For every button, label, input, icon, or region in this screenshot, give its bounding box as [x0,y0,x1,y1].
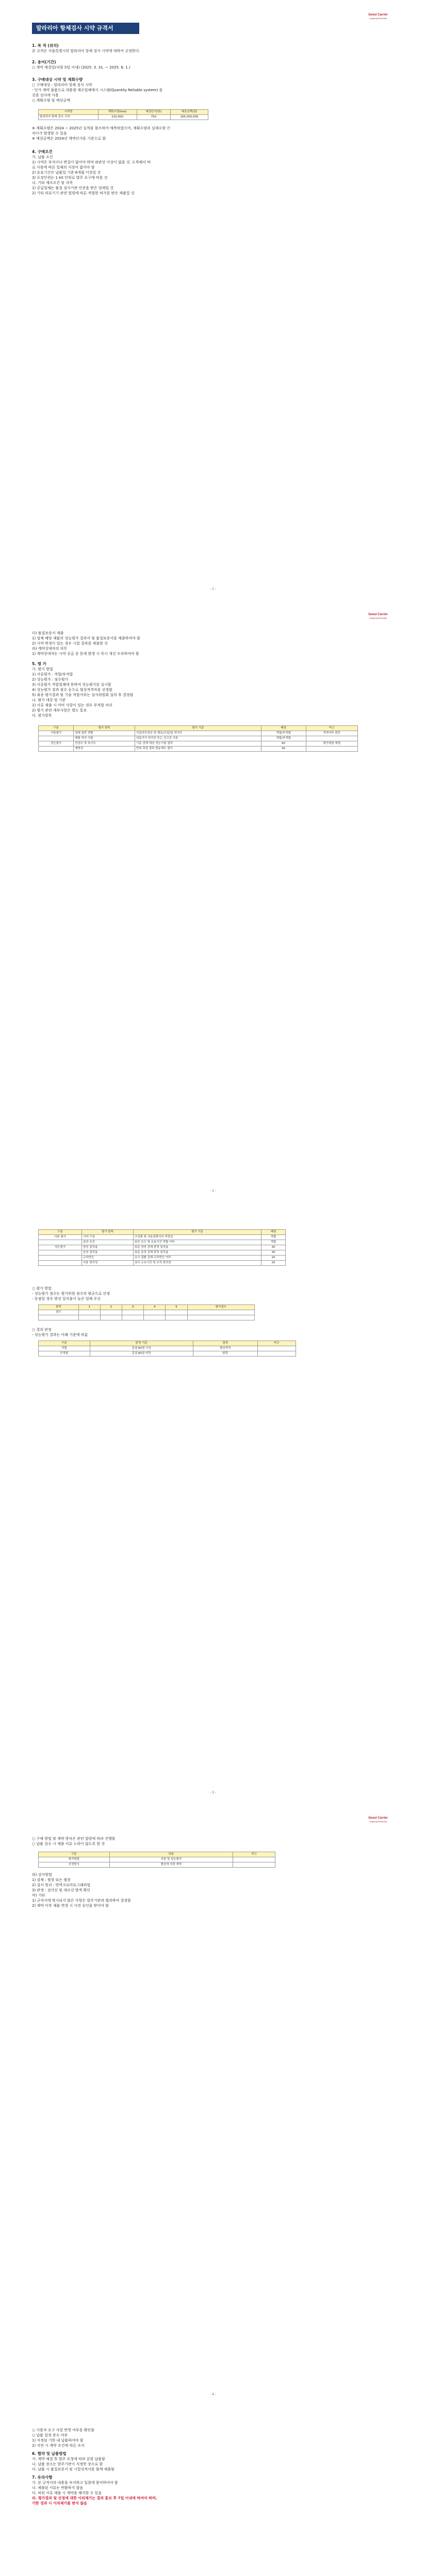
table-cell: 성능평가 [39,1245,82,1250]
table-row [39,1346,296,1351]
table-cell: 보관 온도 및 유효기간 적합 여부 [133,1240,261,1245]
table-cell: 말라리아 항체 검사 시약 [39,115,99,120]
table-cell [39,1240,82,1245]
section-text: 라) 검사방법 [32,1873,52,1877]
table-cell: 평가방법 [39,1857,110,1862]
table-cell: 시약 구성 [81,1235,133,1240]
table-cell [39,1261,82,1266]
table-header: 구분 [39,1230,82,1235]
table-cell [39,1250,82,1256]
table-cell: 민감도 및 특이도 [74,741,135,747]
section-text: 1) 업체 해당 제품의 성능평가 결과서 및 품질보증서를 제출하여야 함 [32,636,140,640]
section-heading: 7. 유의사항 [32,2475,53,2480]
table-cell [39,736,74,741]
table-cell: 기준 검체 대상 성능시험 결과 [135,741,261,747]
table-cell [257,1351,296,1357]
table-header: 평가점수 [187,1305,254,1310]
table-row [39,1256,286,1261]
section-text: 1) 지정된 기한 내 납품하여야 함 [32,2438,84,2443]
section-text: 2) 검사 원리 : 면역크로마토그래피법 [32,1883,91,1887]
section-heading: 5. 평 가 [32,662,46,666]
table-header: 비고 [233,1852,275,1857]
section-text: 다. 평가항목 [32,714,52,718]
table-cell: 업체 일반 현황 [74,731,135,736]
table-cell: 적합 [261,1240,286,1245]
section-text: 나. 납품 장소는 발주기관이 지정한 장소로 함 [32,2462,103,2466]
section-text: 4) 성능평가 결과 점수 순으로 협상적격자를 선정함 [32,688,112,692]
section-text: 가. 평가 방법 [32,667,53,671]
note-text: ※ 예상금액은 2024년 계약단가를 기준으로 함 [32,137,106,141]
table-cell: 점수 [39,1310,79,1315]
quantity-table [38,109,208,120]
table-row [39,741,358,747]
section-6 [32,2451,393,2472]
table-cell [187,1310,254,1315]
table-cell [257,1346,296,1351]
table-cell: 적합/부적합 [261,731,306,736]
performance-criteria-table [38,1229,286,1266]
important-notice: 기한 경과 시 이의제기를 받지 않음 [32,2501,87,2505]
table-cell: 30 [261,1250,286,1256]
table-cell: 총점 80점 미만 [90,1351,193,1357]
section-text: 로 사용에 따른 일체의 지장이 없어야 함 [32,165,95,170]
table-header: 평가 항목 [81,1230,133,1235]
company-logo [366,1817,390,1827]
table-row [39,1862,275,1868]
page-number: - 2 - [210,1189,216,1193]
table-cell: 구성품 및 사용설명서의 적정성 [133,1235,261,1240]
test-method [32,1872,393,1908]
table-cell: 서류평가 [39,731,74,736]
table-row [39,1250,286,1256]
table-header: 비고 [306,726,357,731]
table-cell [122,1310,144,1315]
section-text: 1) 공급업체는 품질 검사기관 인증을 받은 업체일 것 [32,186,113,190]
section-text: 2) 시약 변경이 있는 경우 시험 결과를 제출할 것 [32,641,108,646]
table-cell: 20 [261,1261,286,1266]
note-text: ※ 계획수량은 2024 ~ 2025년 실적을 참조하여 예측하였으며, 계획수량과 실제수량 간 [32,126,170,130]
section-heading: 2. 용어(기간) [32,60,56,64]
purchase-notes [32,1836,393,1846]
table-cell [187,1315,254,1320]
table-cell: 30 [261,1245,286,1250]
table-cell: 탈락 [193,1351,257,1357]
section-text: 2) 계약 이후 제품 변경 시 사전 승인을 받아야 함 [32,1904,109,1908]
table-cell: 60 [261,741,306,747]
company-logo [366,13,390,24]
table-cell [306,736,357,741]
page-number: - 3 - [210,1791,216,1794]
table-cell: 음성 일치율 [81,1250,133,1256]
evaluation-method [32,1286,393,1301]
section-text: 3) 판정 : 검사선 및 대조선 발색 확인 [32,1888,91,1892]
section-text: - 성능평가 결과는 아래 기준에 따름 [32,1333,88,1337]
logo-subtext: Jungang Medicolab [369,17,387,20]
section-text: - 단가 계약 물품으로 대용량 제조업체에서 시스템(Quantity Reliable system) 을 [32,88,163,92]
table-row [39,1245,286,1250]
logo-subtext: Jungang Medicolab [369,617,387,619]
section-heading: 3. 구매대상 시약 및 계획수량 [32,77,83,82]
page-number: - 4 - [210,2393,216,2396]
section-3 [32,77,393,103]
method-table [38,1852,275,1868]
section-text: 다) 품질보증서 제출 [32,631,64,635]
section-7 [32,2475,393,2506]
section-text: - 동점일 경우 양성 일치율이 높은 업체 우선 [32,1297,101,1301]
table-cell: 165,000,000 [171,115,208,120]
table-cell: 표준 음성 검체 판정 일치율 [133,1250,261,1256]
section-text: ○ 계약 체결일(낙찰 5일 이내) (2025. 3. 31. ~ 2025. 6. 1.) [32,65,130,70]
section-text: 5) 최종 평가결과 및 기술 적합여부는 심사위원회 심의 후 결정함 [32,693,134,697]
section-text: 2) 지연 시 계약 조건에 따른 조치 [32,2444,85,2448]
table-cell: 40 [261,747,306,752]
table-header: 1 [78,1305,100,1310]
section-text: ○ 사용자 요구 사항 반영 여부를 확인함 [32,2428,94,2432]
table-row [39,1351,296,1357]
table-header: 구분 [39,1341,90,1346]
logo-subtext: Jungang Medicolab [369,1820,387,1823]
table-cell: 선정방식 [39,1862,110,1868]
table-header: 평가 기준 [135,726,261,731]
logo-mark-text: Seoul Carrier [368,1817,388,1820]
table-row [39,1261,286,1266]
table-cell: 교차반응 [81,1256,133,1261]
table-cell [122,1315,144,1320]
table-cell: 적합 [39,1346,90,1351]
section-4 [32,149,393,196]
table-header: 평가 항목 [74,726,135,731]
page-1 [0,0,426,602]
table-row [39,1315,255,1320]
section-text: 1) 계약상대자는 시약 공급 중 문제 발생 시 즉시 개선 조치하여야 함 [32,652,139,656]
section-text: 1) 규격서에 명시되지 않은 사항은 발주기관과 협의하여 결정함 [32,1899,131,1903]
table-cell: 220,000 [98,115,137,120]
section-5 [32,662,393,718]
table-cell [166,1310,187,1315]
section-text: 3) 서류평가 적합업체에 한하여 성능평가를 실시함 [32,683,111,687]
table-cell: 사업자등록증 및 제조(수입)업 허가증 [135,731,261,736]
section-4-continued [32,631,393,656]
judgement-table [38,1341,296,1357]
score-table [38,1304,255,1320]
section-heading: 4. 구매조건 [32,149,53,154]
table-header: 항목 [39,1305,79,1310]
section-text: 가. 본 규격서의 내용을 숙지하고 입찰에 참여하여야 함 [32,2481,118,2485]
section-text: ○ 결과 판정 [32,1328,52,1332]
section-text: ○ 평가 방법 [32,1286,52,1291]
table-cell: 보관 조건 [81,1240,133,1245]
page-2 [0,602,426,1204]
table-cell: 재현성 [74,747,135,752]
table-cell [166,1315,187,1320]
delivery-requirements [32,2428,393,2448]
table-header: 배점 [261,726,306,731]
table-row [39,1857,275,1862]
section-2 [32,60,393,70]
table-cell: 유사 질환 검체 교차반응 여부 [133,1256,261,1261]
table-row [39,731,358,736]
section-text: ○ 구매대상 : 말라리아 항체 검사 시약 [32,83,92,87]
section-text: 1) 서류 제출 시 미비 사항이 있는 경우 부적합 처리 [32,703,112,707]
result-judgement [32,1327,393,1337]
table-header: 2 [100,1305,122,1310]
table-cell: 부적합 [39,1351,90,1357]
table-header: 결과 [193,1341,257,1346]
section-text: ○ 납품 일정 준수 여부 [32,2433,68,2437]
section-text: 나. 평가 대상 및 기준 [32,698,66,702]
table-cell: 표준 양성 검체 판정 일치율 [133,1245,261,1250]
table-cell: 양성 일치율 [81,1245,133,1250]
table-cell: 사용 편의성 [81,1261,133,1266]
table-cell [78,1310,100,1315]
section-text: 본 규격은 서울특별시의 말라리아 항체 검사 시약에 대하여 규정한다. [32,49,140,53]
logo-mark-text: Seoul Carrier [368,613,388,616]
table-header: 판정 기준 [90,1341,193,1346]
table-cell: 성능평가 [39,741,74,747]
table-header: 구분 [39,1852,110,1857]
important-notice: 라. 평가결과 및 선정에 대한 이의제기는 결과 통보 후 7일 이내에 하여야 하며, [32,2496,157,2500]
table-header: 예상단가(원) [137,110,170,115]
section-1 [32,43,393,54]
table-header: 배점 [261,1230,286,1235]
table-header: 5 [166,1305,187,1310]
table-row [39,1240,286,1245]
table-cell [100,1315,122,1320]
table-cell: 적합/부적합 [261,736,306,741]
table-cell: 750 [137,115,170,120]
section-text: 다. 허위 서류 제출 시 계약을 해지할 수 있음 [32,2491,102,2495]
table-cell: 협상적격 [193,1346,257,1351]
page-number: - 1 - [210,587,216,591]
section-text: 1) 검체 : 혈청 또는 혈장 [32,1878,71,1882]
table-cell: 검사 소요시간 및 조작 편의성 [133,1261,261,1266]
table-header: 예상금액(원) [171,110,208,115]
table-header: 구분 [39,726,74,731]
table-header: 4 [144,1305,166,1310]
table-cell: 적합 [261,1235,286,1240]
table-header: 3 [122,1305,144,1310]
table-row [39,1310,255,1315]
document-title: 말라리아 항체검사 시약 규격서 [32,23,139,34]
page-3 [0,1204,426,1805]
company-logo [366,613,390,623]
section-text: 나. 제출된 서류는 반환하지 않음 [32,2486,84,2490]
table-cell [100,1310,122,1315]
table-cell [144,1315,166,1320]
section-text: 1) 시약은 부식이나 변질이 없어야 하며 외관상 이상이 없을 것. 도착해서 바 [32,160,151,164]
table-cell: 적격여부 판단 [306,731,357,736]
table-cell: 반복 측정 결과 변동계수 평가 [135,747,261,752]
section-text: - 성능평가 점수는 평가위원 점수의 평균으로 산정 [32,1292,110,1296]
table-cell [144,1310,166,1315]
page-4 [0,1805,426,2407]
section-text: ○ 구매 방법 및 계약 방식은 관련 법령에 따라 진행함 [32,1837,116,1841]
table-header: 내용 [109,1852,233,1857]
table-header: 평가 기준 [133,1230,261,1235]
evaluation-table [38,725,358,752]
section-text: 가. 납품 조건 [32,155,53,159]
table-notes [32,126,393,141]
page-5 [0,2407,426,2576]
table-cell [233,1857,275,1862]
logo-mark-text: Seoul Carrier [368,13,388,16]
table-cell [39,1256,82,1261]
section-text: 2) 기타 의료기기 관련 법령에 따른 적법한 허가를 받은 제품일 것 [32,191,135,195]
section-text: 가. 계약 체결 후 발주 요청에 따라 분할 납품함 [32,2457,105,2461]
section-text: 2) 유효기간은 납품일 기준 6개월 이상일 것 [32,171,101,175]
section-text: ○ 계획수량 및 예상금액 [32,98,70,103]
table-cell [39,747,74,752]
section-heading: 1. 목 적 (위치) [32,43,59,48]
section-text: 2) 평가 관련 세부사항은 별도 통보 [32,708,87,713]
section-heading: 6. 협약 및 납품방법 [32,2451,67,2456]
table-cell: 의료기기 허가증 또는 신고증 사본 [135,736,261,741]
section-text: 2) 성능평가 : 점수평가 [32,677,69,682]
table-cell: 서류 및 성능평가 [109,1857,233,1862]
table-cell: 평가위원 채점 [306,741,357,747]
table-header: 계획수량(test) [98,110,137,115]
table-cell [306,747,357,752]
table-cell [39,1315,79,1320]
section-text: ○ 납품 검수 시 제출 서류 누락이 없도록 할 것 [32,1842,105,1846]
section-text: 라) 계약상대자의 의무 [32,647,68,651]
table-cell: 총점 80점 이상 [90,1346,193,1351]
section-text: 갖춘 검사에 사용 [32,93,59,97]
table-row [39,1235,286,1240]
section-text: 마) 기타 [32,1893,45,1897]
section-text: 1) 서류평가 : 적합/부적합 [32,672,73,676]
note-text: 차이가 발생할 수 있음 [32,131,67,135]
section-text: 다. 납품 시 품질보증서 및 시험성적서를 함께 제출함 [32,2467,114,2471]
section-text: 3) 포장단위는 1 kit 단위로 발주 요구에 따를 것 [32,176,108,180]
table-cell [233,1862,275,1868]
table-header: 비고 [257,1341,296,1346]
table-cell: 협상에 의한 계약 [109,1862,233,1868]
table-row [39,747,358,752]
table-cell: 서류 평가 [39,1235,82,1240]
section-text: 나. 기타 제조조건 및 자격 [32,181,73,185]
table-cell: 20 [261,1256,286,1261]
table-cell: 제품 허가 사항 [74,736,135,741]
table-header: 시약명 [39,110,99,115]
table-row [39,736,358,741]
table-cell [78,1315,100,1320]
